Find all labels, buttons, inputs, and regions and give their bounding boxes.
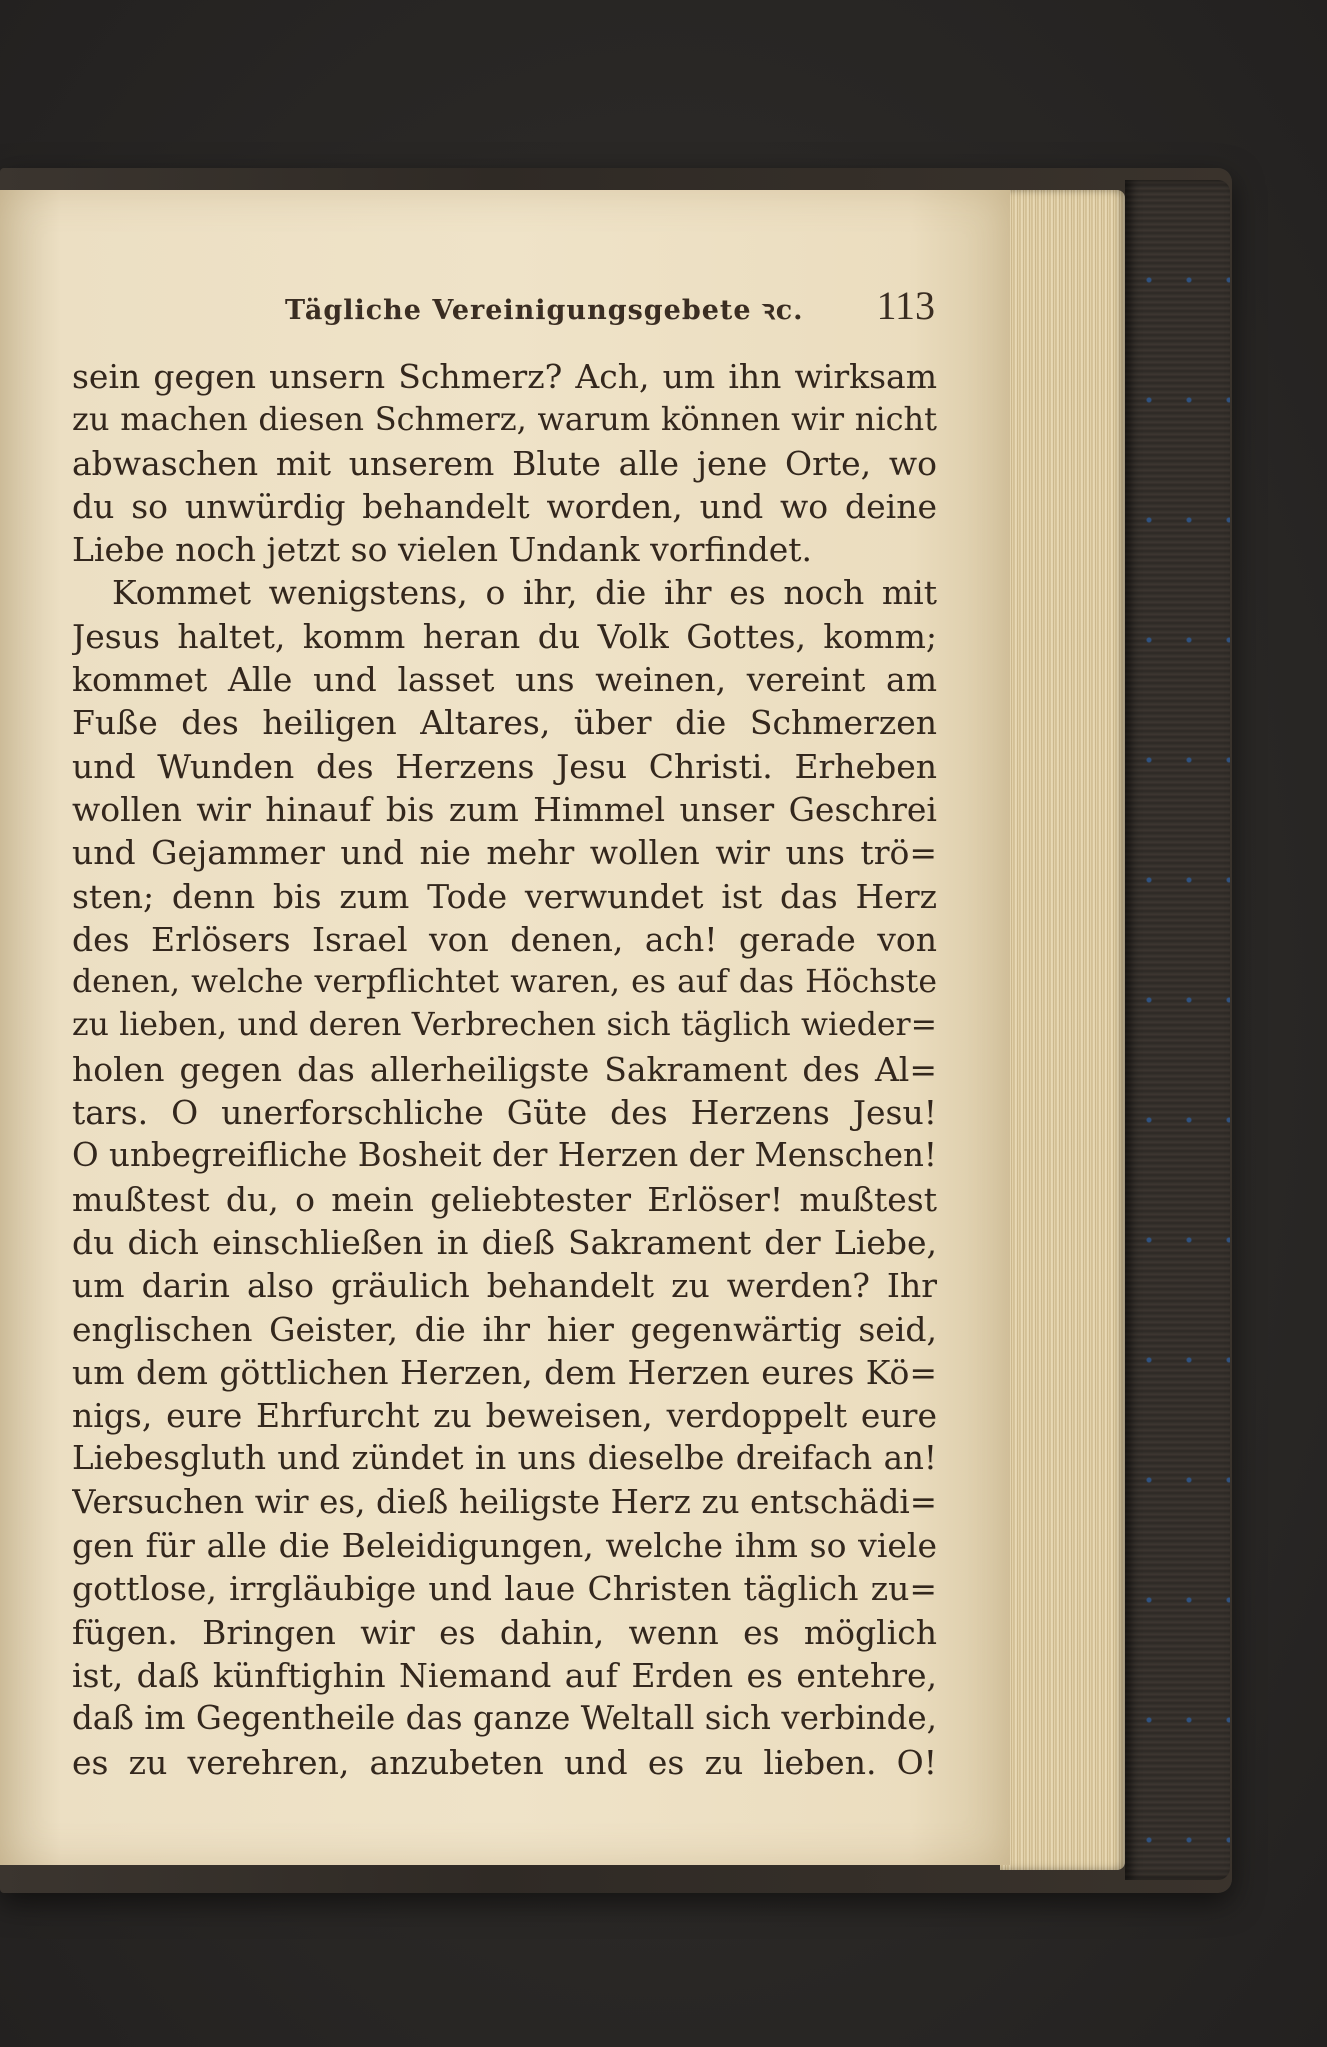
text-line: kommet Alle und lasset uns weinen, vereint am (72, 660, 937, 700)
book-page (0, 190, 1010, 1865)
text-line: tars. O unerforschliche Güte des Herzens Jesu! (72, 1093, 937, 1133)
text-line: daß im Gegentheile das ganze Weltall sich verbinde, (72, 1699, 937, 1738)
text-line: um darin also gräulich behandelt zu werden? Ihr (72, 1266, 937, 1306)
text-line: sten; denn bis zum Tode verwundet ist das Herz (72, 876, 937, 916)
text-line: denen, welche verpflichtet waren, es auf das Höchste (72, 964, 937, 1001)
text-line: gen für alle die Beleidigungen, welche ihm so viele (72, 1526, 937, 1566)
text-line: zu lieben, und deren Verbrechen sich täglich wieder= (72, 1007, 937, 1044)
text-line: zu machen diesen Schmerz, warum können wir nicht (72, 400, 937, 439)
paragraph-start-line: Kommet wenigstens, o ihr, die ihr es noch mit (112, 573, 937, 613)
text-line: fügen. Bringen wir es dahin, wenn es möglich (72, 1612, 937, 1652)
text-line: nigs, eure Ehrfurcht zu beweisen, verdoppelt eure (72, 1396, 937, 1436)
book-spine (1125, 180, 1230, 1880)
text-line: Liebesgluth und zündet in uns dieselbe dreifach an! (72, 1439, 937, 1478)
text-line: englischen Geister, die ihr hier gegenwärtig seid, (72, 1309, 937, 1349)
text-line: des Erlösers Israel von denen, ach! gerade von (72, 919, 937, 959)
text-line: gottlose, irrgläubige und laue Christen täglich zu= (72, 1569, 937, 1609)
running-head (75, 282, 935, 342)
text-line: du dich einschließen in dieß Sakrament der Liebe, (72, 1222, 937, 1262)
spine-texture (1125, 180, 1230, 1880)
text-line: es zu verehren, anzubeten und es zu lieben. O! (72, 1742, 937, 1782)
text-line: Versuchen wir es, dieß heiligste Herz zu entschädi= (72, 1482, 937, 1521)
text-line: ist, daß künftighin Niemand auf Erden es entehre, (72, 1655, 937, 1695)
page-number: 113 (876, 283, 935, 328)
text-line: Liebe noch jetzt so vielen Undank vorfindet. (72, 530, 813, 570)
text-line: mußtest du, o mein geliebtester Erlöser! mußtest (72, 1179, 937, 1219)
text-line: du so unwürdig behandelt worden, und wo deine (72, 486, 937, 526)
text-line: um dem göttlichen Herzen, dem Herzen eures Kö= (72, 1352, 937, 1392)
text-line: und Wunden des Herzens Jesu Christi. Erheben (72, 746, 937, 786)
text-line: holen gegen das allerheiligste Sakrament des Al= (72, 1049, 937, 1089)
text-line: sein gegen unsern Schmerz? Ach, um ihn wirksam (72, 357, 937, 396)
page-edges (1000, 190, 1125, 1870)
running-head-title: Tägliche Vereinigungsgebete ꝛc. (285, 295, 804, 326)
text-line: und Gejammer und nie mehr wollen wir uns trö= (72, 833, 937, 873)
text-line: Fuße des heiligen Altares, über die Schmerzen (72, 703, 937, 743)
text-line: wollen wir hinauf bis zum Himmel unser Geschrei (72, 789, 937, 829)
text-line: abwaschen mit unserem Blute alle jene Orte, wo (72, 443, 937, 483)
body-text (72, 355, 937, 1784)
text-line: Jesus haltet, komm heran du Volk Gottes, komm; (72, 616, 937, 656)
text-line: O unbegreifliche Bosheit der Herzen der Menschen! (72, 1136, 937, 1175)
